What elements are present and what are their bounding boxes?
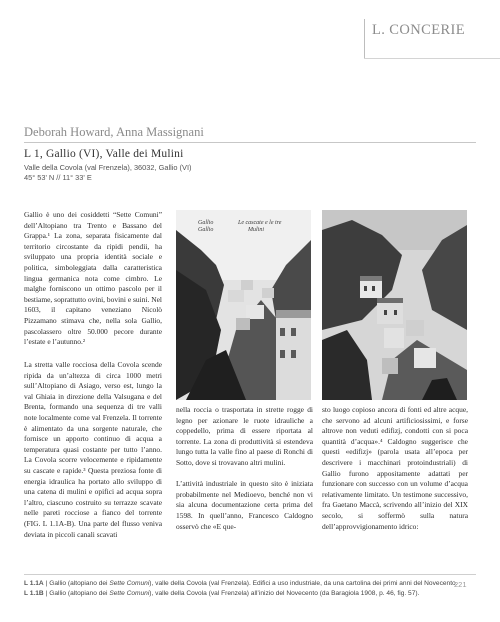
paragraph: La stretta valle rocciosa della Covola scende ripida da un’altezza di circa 1000 metri sull’Altopiano di Asiago, verso est, lungo la val Ghiaia in direzione della Valsugana e del Brenta, formando una sequenza di tre valli note localmente come val Frenzela. Il torrente è alimentato da una sorgente naturale, che fornisce un apporto continuo di acqua a temperatura quasi costante per tutto l’anno. La Covola scorre velocemente e ripidamente su cascate e rapide.³ Questa preziosa fonte di energia idraulica ha portato allo sviluppo di una catena di mulini e opifici ad acqua sopra l’altro, ciascuno costruito su terrazze scavate nelle pareti rocciose a fianco del torrente (FIG. L 1.1A-B). Una parte del flusso veniva deviata in piccoli canali scavati [24, 360, 162, 539]
figure-ref: L 1.1A [24, 580, 44, 587]
photo-postcard-valley [176, 210, 311, 400]
body-column-3 [322, 405, 468, 532]
paragraph: Gallio è uno dei cosiddetti “Sette Comuni” dell’Altopiano tra Trento e Bassano del Grappa.¹ La zona, separata fisicamente dal territorio circostante da ripidi pendii, ha sviluppato una propria identità sociale e politica, simboleggiata dalla caratteristica lingua germanica nota come cimbro. Le malghe forniscono un ottimo pascolo per il bestiame, soprattutto ovini, bovini e suini. Nel 1603, il capitano veneziano Nicolò Pizzamano stimava che, nella sola Gallio, pascolassero oltre 50.000 pecore durante l’estate e l’autunno.² [24, 210, 162, 347]
entry-address: Valle della Covola (val Frenzela), 36032, Gallio (VI) [24, 163, 192, 172]
paragraph: nella roccia o trasportata in strette rogge di legno per azionare le ruote idrauliche a coppedello, prima di essere riportata al torrente. La zona di produttività si estendeva lungo tutta la valle fino al paese di Ronchi di Sotto, dove si trovavano altri mulini. [176, 405, 313, 467]
caption-text-pre: | Gallio (altopiano dei [45, 590, 110, 597]
entry-title: L 1, Gallio (VI), Valle dei Mulini [24, 148, 184, 160]
body-column-2 [176, 405, 313, 532]
section-title: L. CONCERIE [372, 22, 466, 38]
figure-ref: L 1.1B [24, 590, 44, 597]
caption-text-post: ), valle della Covola (val Frenzela). Edifici a uso industriale, da una cartolina dei primi anni del Novecento. [149, 580, 458, 587]
authors: Deborah Howard, Anna Massignani [24, 125, 204, 139]
postcard-handwriting-place: Gallio [198, 220, 214, 226]
photo-valley-early-1900s [322, 210, 467, 400]
caption-text-pre: | Gallio (altopiano dei [45, 580, 110, 587]
header-divider-vertical [364, 19, 365, 59]
page-number: 221 [454, 580, 467, 589]
caption-text-italic: Sette Comuni [109, 580, 150, 587]
caption-text-italic: Sette Comuni [109, 590, 150, 597]
header-divider-horizontal [364, 58, 500, 59]
body-column-1-top [24, 210, 162, 348]
postcard-handwriting-note-2: Mulini [248, 227, 264, 233]
entry-coordinates: 45° 53' N // 11° 33' E [24, 173, 92, 182]
postcard-handwriting-note: Le cascate e le tre [238, 220, 282, 226]
figure-caption-2 [24, 590, 444, 597]
paragraph: sto luogo copioso ancora di fonti ed altre acque, che servono ad alcuni artificiosissimi, e forse altrove non veduti edifizj, condotti con si poca quantità d’acqua».⁴ Caldogno suggerisce che questi «edifizj» (parola usata all’epoca per descrivere i macchinari protoindustriali) di Gallio furono appositamente adattati per funzionare con successo con un volume d’acqua relativamente limitato. Un testimone successivo, fra Gaetano Maccà, scrivendo all’inizio del XIX secolo, si soffermò sulla natura dell’approvvigionamento idrico: [322, 405, 468, 531]
postcard-handwriting-place-2: Gallio [198, 227, 214, 233]
footer-divider [24, 574, 476, 575]
entry-divider [24, 142, 476, 143]
photo-postcard-image [176, 210, 311, 400]
figure-caption-1 [24, 580, 458, 587]
body-column-1-bottom [24, 360, 162, 540]
photo-valley-image [322, 210, 467, 400]
caption-text-post: ), valle della Covola (val Frenzela) all’inizio del Novecento (da Baragiola 1908, p. 46, fig. 57). [149, 590, 420, 597]
paragraph: L’attività industriale in questo sito è iniziata probabilmente nel Medioevo, benché non vi sia alcuna documentazione certa prima del 1598. In quell’anno, Francesco Caldogno osservò che «E que- [176, 479, 313, 531]
